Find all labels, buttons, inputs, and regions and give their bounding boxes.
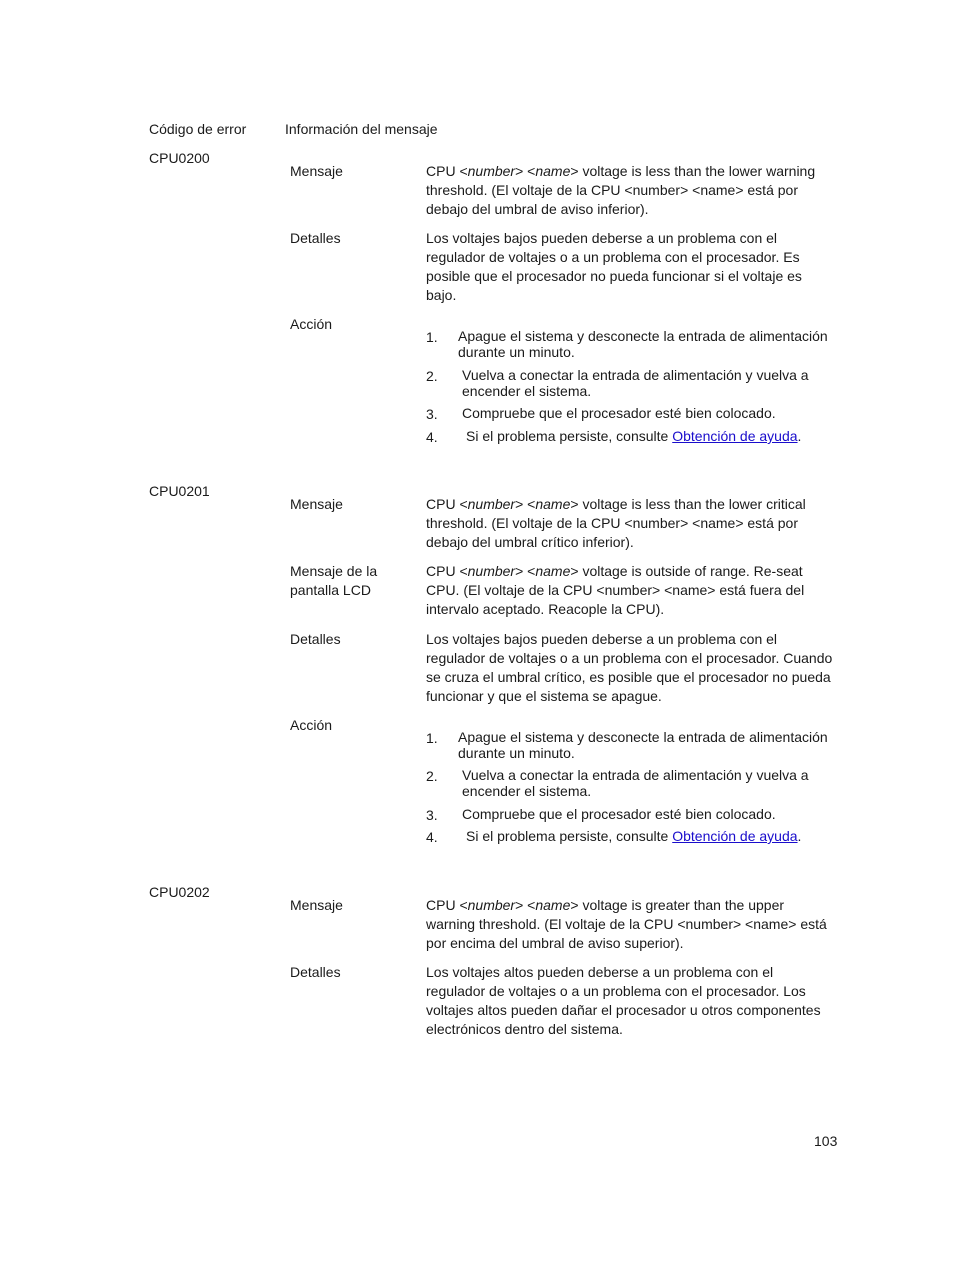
list-text: Si el problema persiste, consulte Obtención de ayuda. [466,828,802,844]
list-number: 4. [426,429,438,445]
accion-label: Acción [290,717,333,733]
list-text: Si el problema persiste, consulte Obtención de ayuda. [466,428,802,444]
detalles-text: Los voltajes bajos pueden deberse a un problema con el regulador de voltajes o a un problema con el procesador. Cuando se cruza el umbral crítico, es posible que el procesador no pueda funcionar y que el sistema se apague. [426,631,833,704]
list-number: 1. [426,329,438,345]
mensaje-text: CPU <number> <name> voltage is greater than the upper warning threshold. (El voltaje de la CPU <number> <name> está por encima del umbral de aviso superior). [426,897,827,951]
error-code: CPU0200 [149,150,210,166]
list-number: 3. [426,807,438,823]
list-text: Vuelva a conectar la entrada de alimentación y vuelva a encender el sistema. [462,767,809,799]
list-text: Compruebe que el procesador esté bien colocado. [462,806,776,822]
detalles-label: Detalles [290,631,341,647]
list-number: 3. [426,406,438,422]
page-number: 103 [814,1133,838,1149]
column-header-info: Información del mensaje [285,121,438,137]
accion-label: Acción [290,316,333,332]
list-number: 2. [426,768,438,784]
list-text: Compruebe que el procesador esté bien colocado. [462,405,776,421]
column-header-code: Código de error [149,121,247,137]
detalles-text: Los voltajes altos pueden deberse a un problema con el regulador de voltajes o a un problema con el procesador. Los voltajes altos pueden dañar el procesador u otros componentes electrónicos dentro del sistema. [426,964,821,1037]
detalles-text: Los voltajes bajos pueden deberse a un problema con el regulador de voltajes o a un problema con el procesador. Es posible que el procesador no pueda funcionar si el voltaje es bajo. [426,230,802,303]
list-text: Apague el sistema y desconecte la entrada de alimentación durante un minuto. [458,328,828,360]
lcd-message-text: CPU <number> <name> voltage is outside of range. Re-seat CPU. (El voltaje de la CPU <number> <name> está fuera del intervalo aceptado. Reacople la CPU). [426,563,805,617]
lcd-message-label: Mensaje de la pantalla LCD [290,563,378,598]
help-link[interactable]: Obtención de ayuda [672,428,798,444]
error-code: CPU0202 [149,884,210,900]
detalles-label: Detalles [290,964,341,980]
error-code: CPU0201 [149,483,210,499]
mensaje-label: Mensaje [290,897,343,913]
list-text: Vuelva a conectar la entrada de alimentación y vuelva a encender el sistema. [462,367,809,399]
list-number: 4. [426,829,438,845]
help-link[interactable]: Obtención de ayuda [672,828,798,844]
list-text: Apague el sistema y desconecte la entrada de alimentación durante un minuto. [458,729,828,761]
mensaje-label: Mensaje [290,496,343,512]
mensaje-text: CPU <number> <name> voltage is less than the lower critical threshold. (El voltaje de la CPU <number> <name> está por debajo del umbral crítico inferior). [426,496,806,550]
mensaje-text: CPU <number> <name> voltage is less than the lower warning threshold. (El voltaje de la CPU <number> <name> está por debajo del umbral de aviso inferior). [426,163,816,217]
list-number: 1. [426,730,438,746]
list-number: 2. [426,368,438,384]
mensaje-label: Mensaje [290,163,343,179]
detalles-label: Detalles [290,230,341,246]
